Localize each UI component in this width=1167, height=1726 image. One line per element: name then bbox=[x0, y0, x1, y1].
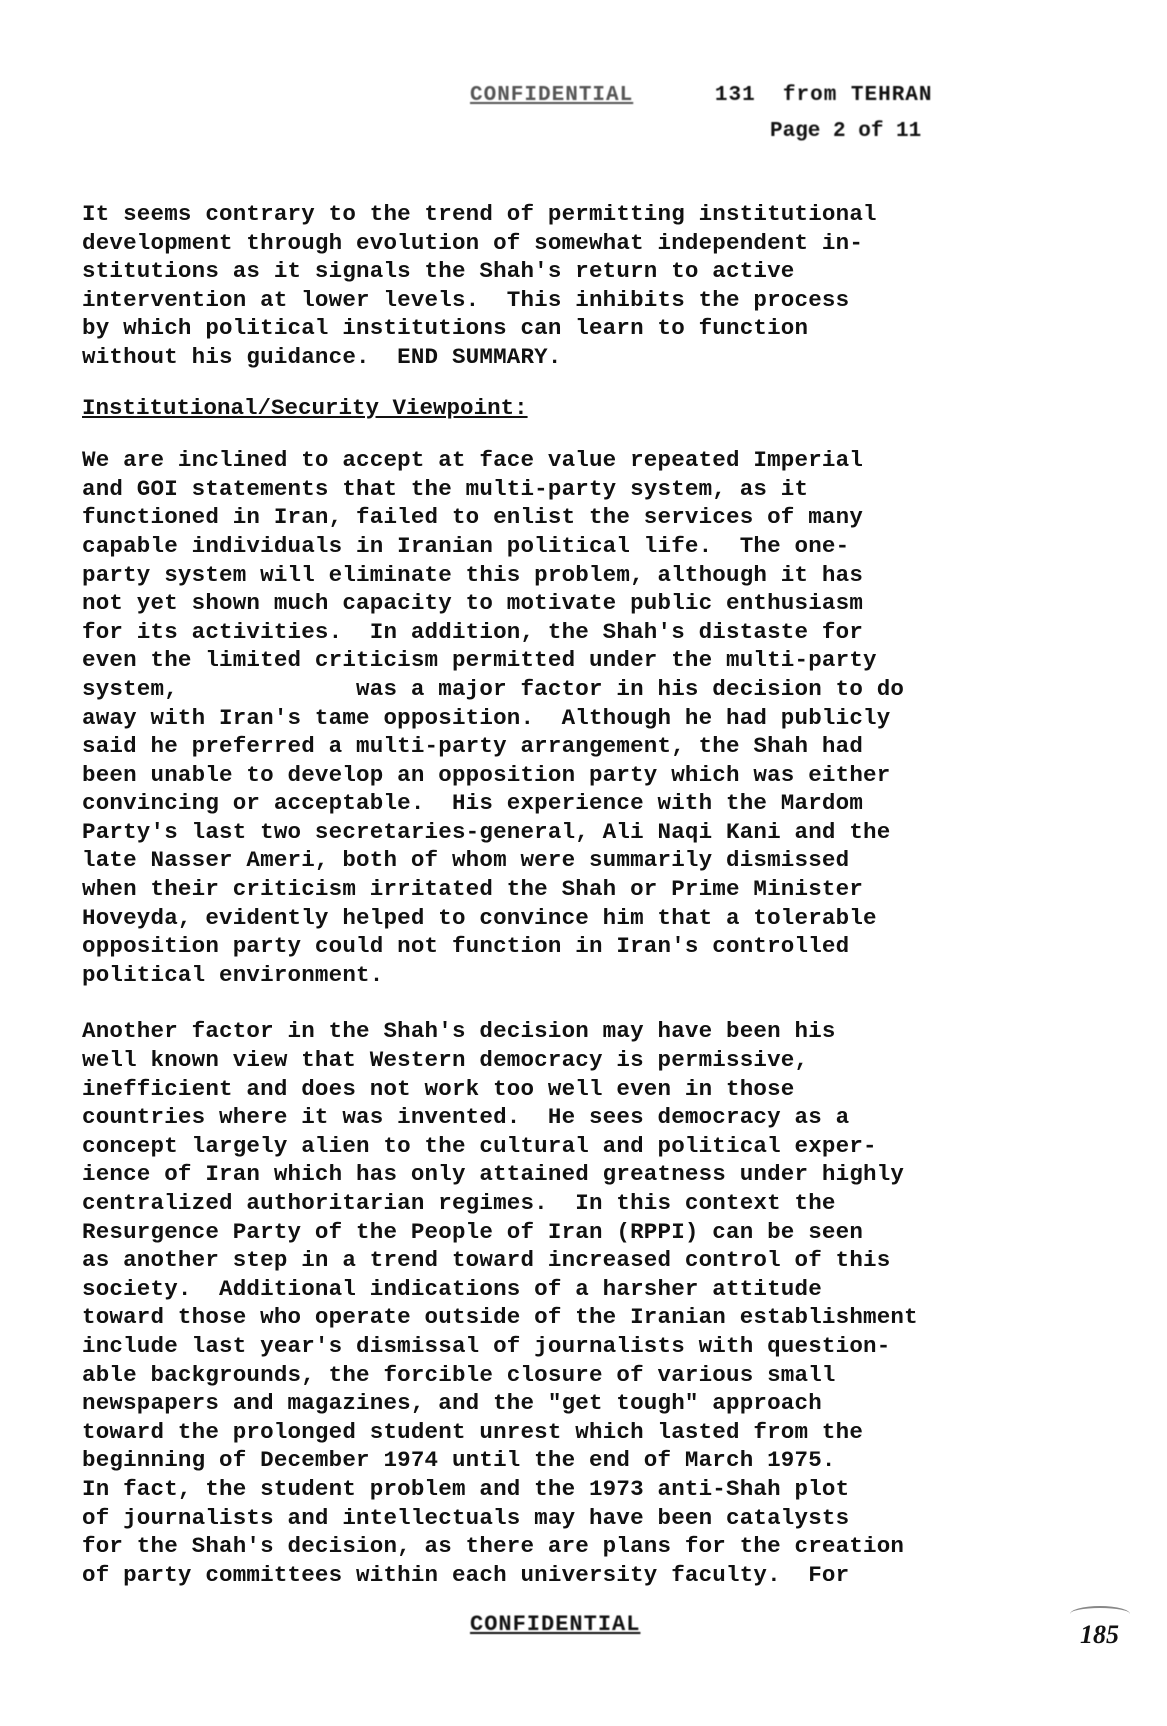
paragraph-another-factor: Another factor in the Shah's decision may have been his well known view that Western democracy is permissive, inefficient and does not work too well even in those countries where it was invented. He sees democracy as a concept largely alien to the cultural and political exper- ience of Iran which has only attained greatness under highly centralized authoritarian regimes. In this context the Resurgence Party of the People of Iran (RPPI) can be seen as another step in a trend toward increased control of this society. Additional indications of a harsher attitude toward those who operate outside of the Iranian establishment include last year's dismissal of journalists with question- able backgrounds, the forcible closure of various small newspapers and magazines, and the "get tough" approach toward the prolonged student unrest which lasted from the beginning of December 1974 until the end of March 1975. In fact, the student problem and the 1973 anti-Shah plot of journalists and intellectuals may have been catalysts for the Shah's decision, as there are plans for the creation of party committees within each university faculty. For bbox=[82, 1018, 918, 1588]
header-ref: 131 bbox=[687, 84, 756, 107]
header-classification: CONFIDENTIAL bbox=[470, 84, 634, 107]
paragraph-summary-end: It seems contrary to the trend of permitting institutional development through evolution of somewhat independent in- stitutions as it signals the Shah's return to active intervention at lower levels. This inhibits the process by which political institutions can learn to function without his guidance. END SUMMARY. bbox=[82, 201, 877, 370]
section-heading: Institutional/Security Viewpoint: bbox=[82, 394, 528, 421]
header-from: from TEHRAN bbox=[782, 84, 933, 107]
header-line-1 bbox=[470, 84, 933, 107]
paragraph-institutional: We are inclined to accept at face value repeated Imperial and GOI statements that the multi-party system, as it functioned in Iran, failed to enlist the services of many capable individuals in Iranian political life. The one- party system will eliminate this problem, although it has not yet shown much capacity to motivate public enthusiasm for its activities. In addition, the Shah's distaste for even the limited criticism permitted under the multi-party system, was a major factor in his decision to do away with Iran's tame opposition. Although he had publicly said he preferred a multi-party arrangement, the Shah had been unable to develop an opposition party which was either convincing or acceptable. His experience with the Mardom Party's last two secretaries-general, Ali Naqi Kani and the late Nasser Ameri, both of whom were summarily dismissed when their criticism irritated the Shah or Prime Minister Hoveyda, evidently helped to convince him that a tolerable opposition party could not function in Iran's controlled political environment. bbox=[82, 447, 905, 988]
page-number: 185 bbox=[1080, 1620, 1119, 1649]
footer-classification: CONFIDENTIAL bbox=[470, 1612, 641, 1637]
header-page-indicator: Page 2 of 11 bbox=[770, 120, 922, 143]
document-body bbox=[82, 200, 1102, 1589]
page-header bbox=[470, 84, 1090, 154]
